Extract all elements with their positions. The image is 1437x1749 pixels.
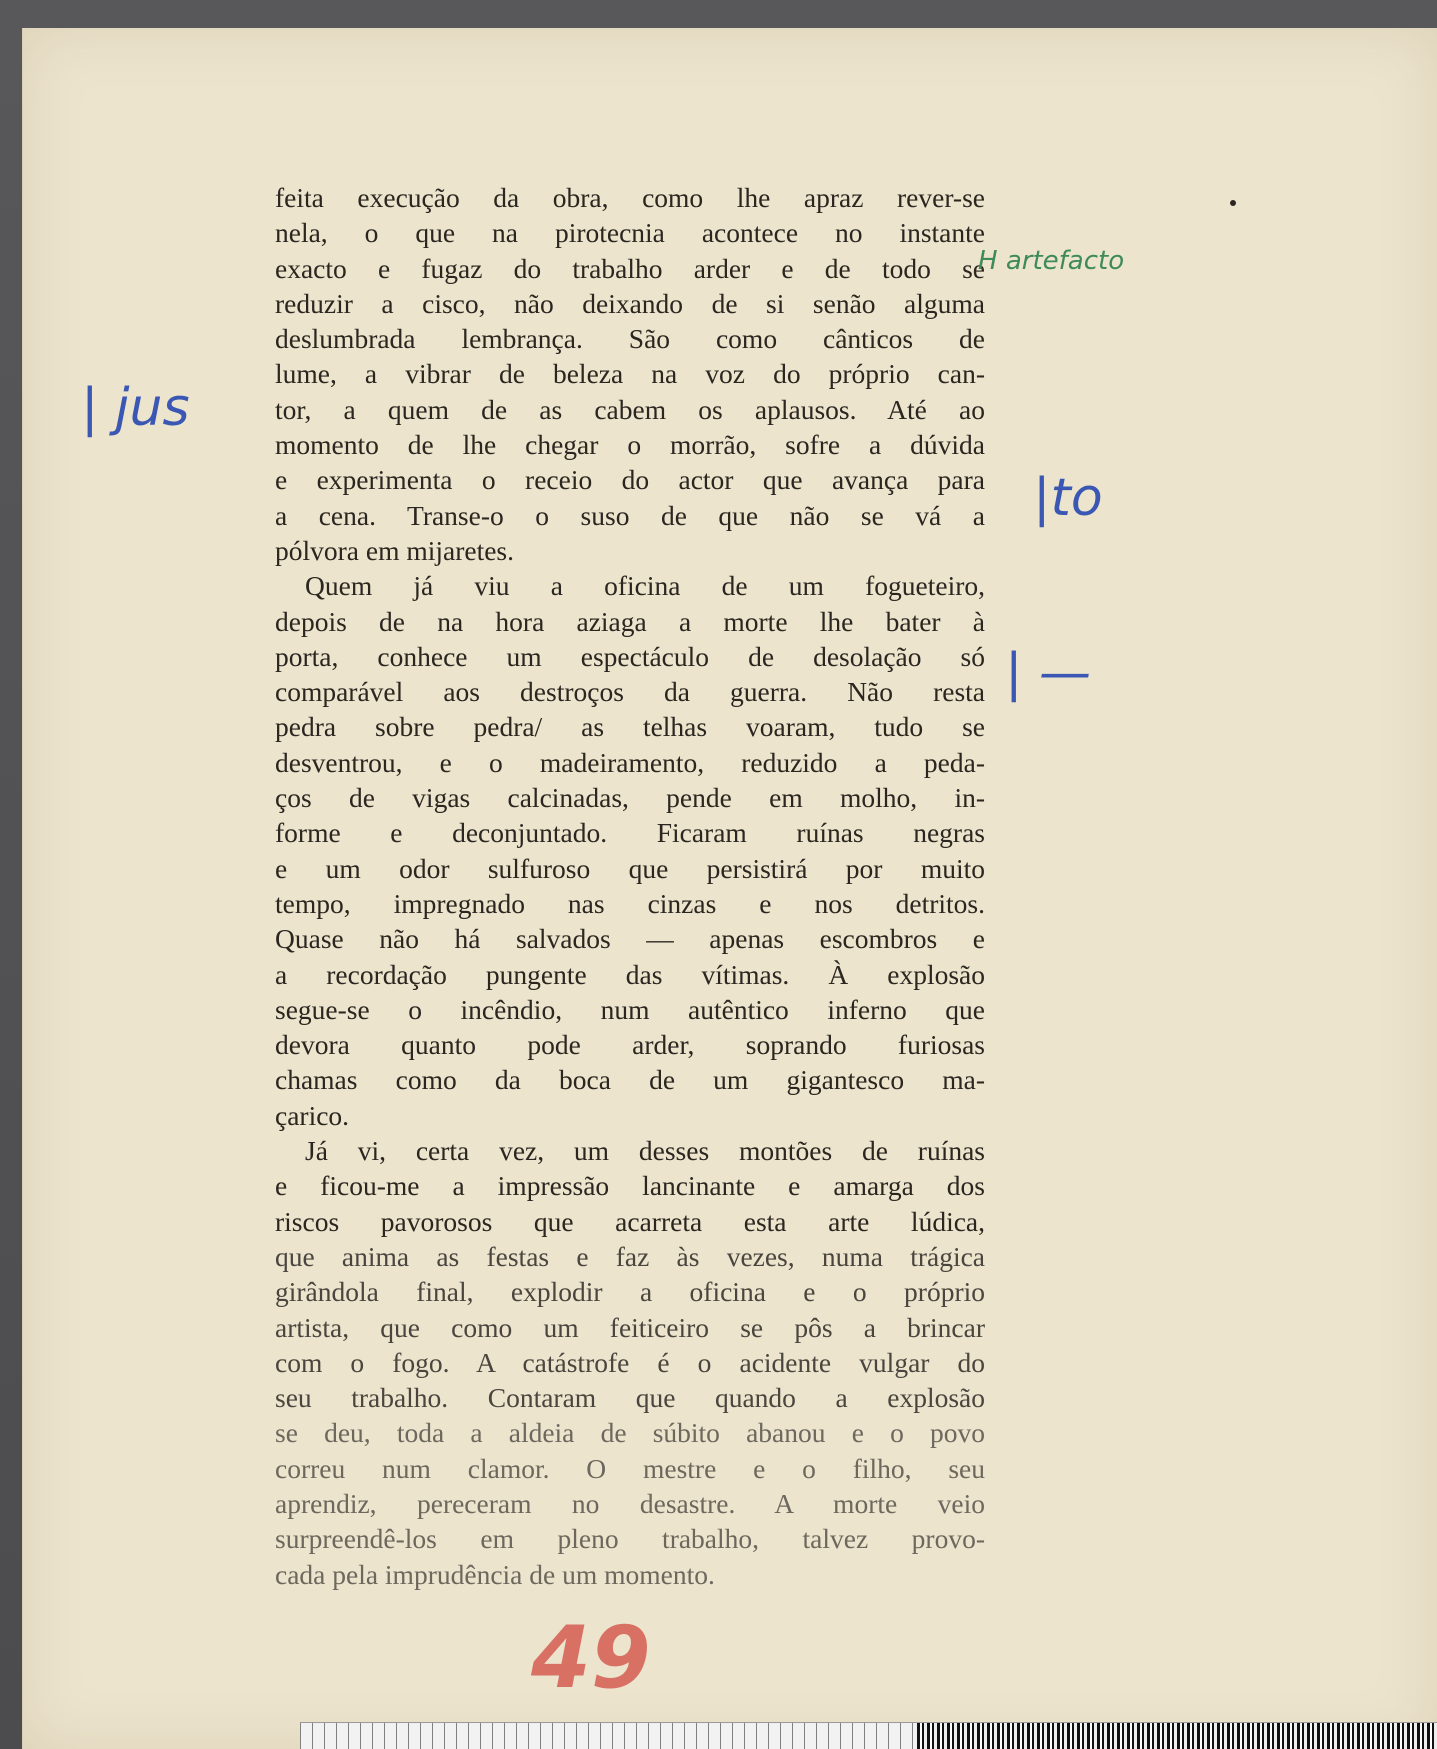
text-line: e um odor sulfuroso que persistirá por muito [275,852,985,884]
text-line: girândola final, explodir a oficina e o próprio [275,1276,985,1308]
text-line: com o fogo. A catástrofe é o acidente vulgar do [275,1346,985,1378]
text-line: pólvora em mijaretes. [275,534,515,566]
text-line: tempo, impregnado nas cinzas e nos detritos. [275,887,985,919]
annotation-jus: | jus [81,378,190,438]
text-line: Já vi, certa vez, um desses montões de ruínas [305,1135,985,1167]
text-line: çarico. [275,1099,350,1131]
text-line: a recordação pungente das vítimas. À explosão [275,958,985,990]
text-line: nela, o que na pirotecnia acontece no instante [275,217,985,249]
text-line: chamas como da boca de um gigantesco ma- [275,1064,985,1096]
text-line: exacto e fugaz do trabalho arder e de todo se [275,252,985,284]
text-line: desventrou, e o madeiramento, reduzido a peda- [275,746,985,778]
annotation-artefacto: H artefacto [978,246,1125,276]
ink-speck [1230,200,1236,206]
text-line: forme e deconjuntado. Ficaram ruínas negras [275,817,985,849]
text-line: lume, a vibrar de beleza na voz do próprio can- [275,358,985,390]
manuscript-page [22,28,1437,1749]
text-line: segue-se o incêndio, num autêntico inferno que [275,993,985,1025]
text-line: e experimenta o receio do actor que avança para [275,464,985,496]
text-line: cada pela imprudência de um momento. [275,1558,715,1590]
text-line: artista, que como um feiticeiro se pôs a brincar [275,1311,985,1343]
text-line: seu trabalho. Contaram que quando a explosão [275,1382,985,1414]
body-text [275,180,985,1592]
text-line: feita execução da obra, como lhe apraz rever-se [275,182,985,213]
text-line: ços de vigas calcinadas, pende em molho, in- [275,782,985,814]
text-line: que anima as festas e faz às vezes, numa trágica [275,1240,985,1272]
text-line: e ficou-me a impressão lancinante e amarga dos [275,1170,985,1202]
annotation-to: |to [1033,468,1103,528]
text-line: porta, conhece um espectáculo de desolação só [275,640,985,672]
text-line: tor, a quem de as cabem os aplausos. Até ao [275,393,985,425]
text-line: riscos pavorosos que acarreta esta arte lúdica, [275,1205,985,1237]
text-line: aprendiz, pereceram no desastre. A morte veio [275,1487,985,1519]
text-line: deslumbrada lembrança. São como cânticos de [275,323,985,355]
text-line: a cena. Transe-o o suso de que não se vá a [275,499,985,531]
text-line: reduzir a cisco, não deixando de si senão alguma [275,287,985,319]
annotation-dash: | — [1005,643,1092,703]
text-line: depois de na hora aziaga a morte lhe bater à [275,605,985,637]
text-line: surpreendê-los em pleno trabalho, talvez provo- [275,1523,985,1555]
text-line: devora quanto pode arder, soprando furiosas [275,1029,985,1061]
text-line: comparável aos destroços da guerra. Não resta [275,676,985,708]
scale-ruler [300,1722,1437,1749]
text-line: se deu, toda a aldeia de súbito abanou e o povo [275,1417,985,1449]
text-line: correu num clamor. O mestre e o filho, seu [275,1452,985,1484]
text-line: momento de lhe chegar o morrão, sofre a dúvida [275,429,985,461]
ruler-pattern [917,1723,1437,1749]
page-number: 49 [531,1608,651,1708]
text-line: Quase não há salvados — apenas escombros e [275,923,985,955]
text-line: Quem já viu a oficina de um fogueteiro, [305,570,985,602]
text-line: pedra sobre pedra/ as telhas voaram, tudo se [275,711,985,743]
